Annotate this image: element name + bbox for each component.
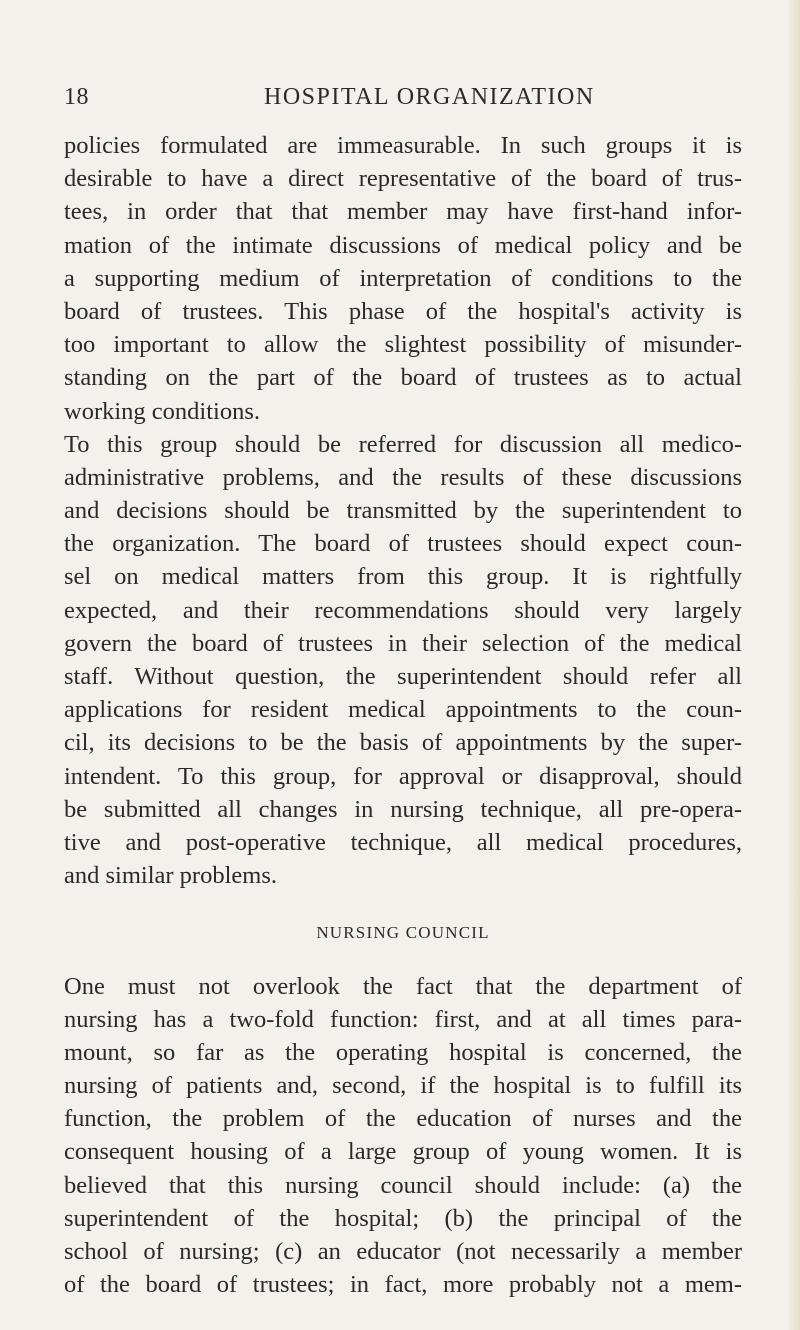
text-line: and decisions should be transmitted by the superintendent to	[64, 497, 742, 525]
paragraph-2	[64, 428, 742, 893]
text-line: To this group should be referred for discussion all medico-	[64, 430, 742, 458]
text-line: and similar problems.	[64, 862, 277, 890]
text-line: staff. Without question, the superintendent should refer all	[64, 663, 742, 690]
text-line: board of trustees. This phase of the hospital's activity is	[64, 297, 742, 325]
running-title: HOSPITAL ORGANIZATION	[264, 84, 595, 110]
section-heading: NURSING COUNCIL	[316, 923, 490, 943]
text-line: a supporting medium of interpretation of conditions to the	[64, 264, 742, 292]
text-line: desirable to have a direct representative of the board of trus-	[64, 165, 742, 193]
text-line: working conditions.	[64, 397, 260, 425]
text-line: nursing of patients and, second, if the hospital is to fulfill its	[64, 1072, 742, 1100]
text-line: mount, so far as the operating hospital is concerned, the	[64, 1038, 742, 1066]
text-line: the organization. The board of trustees should expect coun-	[64, 530, 742, 558]
text-line: standing on the part of the board of trustees as to actual	[64, 364, 742, 392]
text-line: believed that this nursing council should include: (a) the	[64, 1171, 742, 1199]
text-line: school of nursing; (c) an educator (not necessarily a member	[64, 1238, 742, 1265]
text-line: of the board of trustees; in fact, more probably not a mem-	[64, 1271, 742, 1299]
page-header	[64, 84, 744, 124]
text-line: applications for resident medical appointments to the coun-	[64, 696, 742, 724]
text-line: tees, in order that that member may have first-hand infor-	[64, 198, 742, 226]
text-line: sel on medical matters from this group. It is rightfully	[64, 563, 742, 591]
text-line: superintendent of the hospital; (b) the principal of the	[64, 1204, 742, 1232]
page-edge-shading	[786, 0, 800, 1330]
text-line: intendent. To this group, for approval or disapproval, should	[64, 762, 742, 790]
text-line: tive and post-operative technique, all medical procedures,	[64, 828, 742, 856]
text-line: govern the board of trustees in their selection of the medical	[64, 629, 742, 657]
paragraph-3	[64, 970, 742, 1302]
text-line: consequent housing of a large group of young women. It is	[64, 1138, 742, 1166]
text-line: cil, its decisions to be the basis of appointments by the super-	[64, 729, 742, 757]
text-line: mation of the intimate discussions of medical policy and be	[64, 231, 742, 259]
text-line: policies formulated are immeasurable. In such groups it is	[64, 132, 742, 159]
paragraph-1	[64, 129, 742, 428]
page-number: 18	[64, 84, 89, 110]
text-line: nursing has a two-fold function: first, and at all times para-	[64, 1005, 742, 1033]
text-line: be submitted all changes in nursing technique, all pre-opera-	[64, 795, 742, 823]
text-line: One must not overlook the fact that the department of	[64, 972, 742, 1000]
text-line: administrative problems, and the results of these discussions	[64, 463, 742, 491]
body-text	[64, 129, 742, 1301]
text-line: too important to allow the slightest possibility of misunder-	[64, 331, 742, 359]
text-line: expected, and their recommendations should very largely	[64, 596, 742, 624]
text-line: function, the problem of the education of nurses and the	[64, 1105, 742, 1133]
